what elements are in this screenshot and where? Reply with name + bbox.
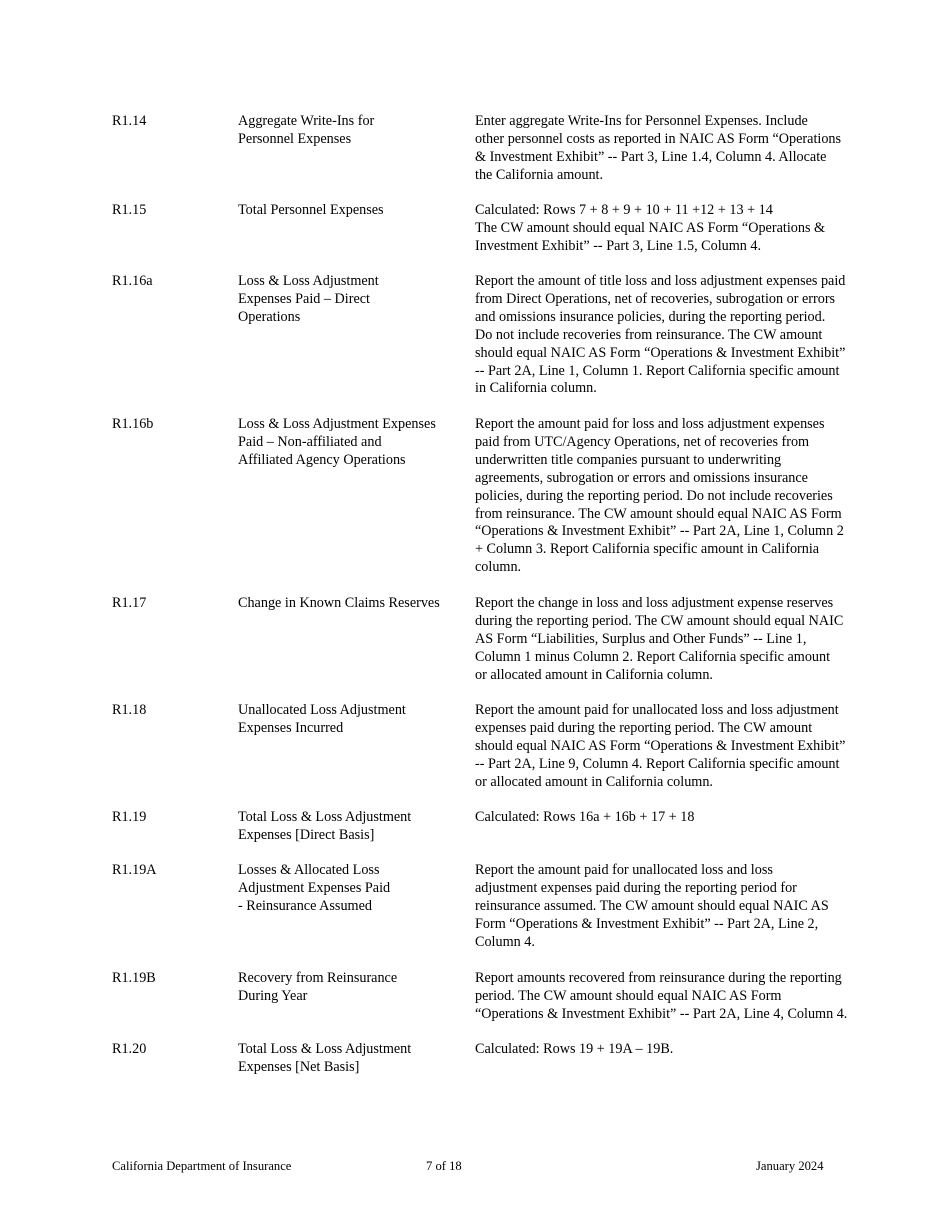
row-code: R1.19A [112,862,157,878]
row-description: Enter aggregate Write-Ins for Personnel Expenses. Include other personnel costs as reported in NAIC AS Form “Operations & Investment Exhibit” -- Part 3, Line 1.4, Column 4. Allocate the California amount. [475,113,842,183]
row-code: R1.16a [112,273,153,289]
row-description: Calculated: Rows 7 + 8 + 9 + 10 + 11 +12 + 13 + 14 The CW amount should equal NAIC AS Form “Operations & Investment Exhibit” -- Part 3, Line 1.5, Column 4. [475,202,826,254]
row-label: Total Loss & Loss Adjustment Expenses [Direct Basis] [238,809,412,843]
row-code: R1.15 [112,202,147,218]
row-code: R1.20 [112,1041,147,1057]
footer-date: January 2024 [756,1159,824,1173]
row-code: R1.19 [112,809,147,825]
row-label: Loss & Loss Adjustment Expenses Paid – Non-affiliated and Affiliated Agency Operations [238,416,436,468]
row-description: Report the amount of title loss and loss adjustment expenses paid from Direct Operations, net of recoveries, subrogation or errors and omissions insurance policies, during the reporting period. Do not include recoveries from reinsurance. The CW amount should equal NAIC AS Form “Operations & Investment Exhibit” -- Part 2A, Line 1, Column 1. Report California specific amount in California column. [475,273,846,397]
row-description: Report amounts recovered from reinsurance during the reporting period. The CW amount should equal NAIC AS Form “Operations & Investment Exhibit” -- Part 2A, Line 4, Column 4. [475,970,848,1022]
row-label: Change in Known Claims Reserves [238,595,440,611]
row-code: R1.16b [112,416,154,432]
row-label: Total Loss & Loss Adjustment Expenses [Net Basis] [238,1041,412,1075]
footer-organization: California Department of Insurance [112,1159,292,1173]
footer-page-number: 7 of 18 [426,1159,462,1173]
row-label: Recovery from Reinsurance During Year [238,970,398,1004]
row-code: R1.19B [112,970,156,986]
row-description: Report the amount paid for unallocated loss and loss adjustment expenses paid during the reporting period for reinsurance assumed. The CW amount should equal NAIC AS Form “Operations & Investment Exhibit” -- Part 2A, Line 2, Column 4. [475,862,829,950]
row-description: Calculated: Rows 19 + 19A – 19B. [475,1041,674,1057]
row-label: Aggregate Write-Ins for Personnel Expenses [238,113,375,147]
row-description: Report the amount paid for unallocated loss and loss adjustment expenses paid during the reporting period. The CW amount should equal NAIC AS Form “Operations & Investment Exhibit” -- Part 2A, Line 9, Column 4. Report California specific amount or allocated amount in California column. [475,702,846,790]
row-description: Report the change in loss and loss adjustment expense reserves during the reporting period. The CW amount should equal NAIC AS Form “Liabilities, Surplus and Other Funds” -- Line 1, Column 1 minus Column 2. Report California specific amount or allocated amount in California column. [475,595,844,683]
row-description: Report the amount paid for loss and loss adjustment expenses paid from UTC/Agency Operations, net of recoveries from underwritten title companies pursuant to underwriting agreements, subrogation or errors and omissions insurance policies, during the reporting period. Do not include recoveries from reinsurance. The CW amount should equal NAIC AS Form “Operations & Investment Exhibit” -- Part 2A, Line 1, Column 2 + Column 3. Report California specific amount in California column. [475,416,844,576]
row-code: R1.18 [112,702,147,718]
row-label: Total Personnel Expenses [238,202,384,218]
row-label: Losses & Allocated Loss Adjustment Expenses Paid - Reinsurance Assumed [238,862,391,914]
row-label: Unallocated Loss Adjustment Expenses Incurred [238,702,406,736]
row-code: R1.14 [112,113,147,129]
row-description: Calculated: Rows 16a + 16b + 17 + 18 [475,809,695,825]
row-code: R1.17 [112,595,147,611]
row-label: Loss & Loss Adjustment Expenses Paid – Direct Operations [238,273,379,325]
